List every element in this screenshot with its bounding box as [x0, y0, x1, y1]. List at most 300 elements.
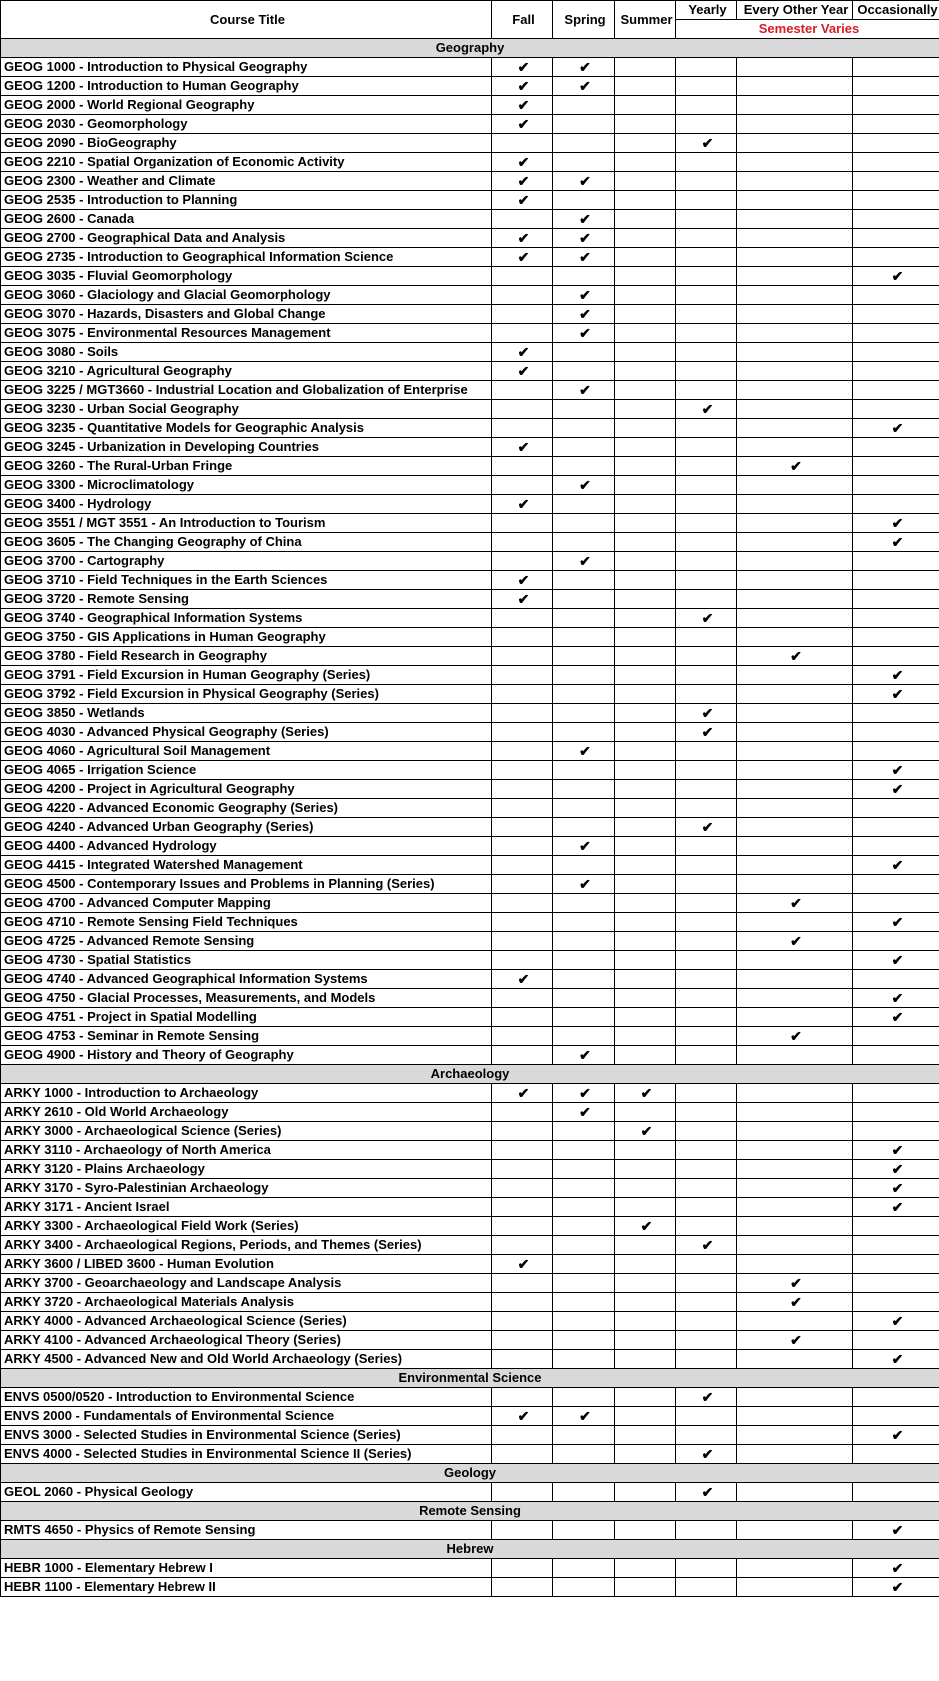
spring-cell — [553, 58, 615, 77]
course-title: GEOG 4415 - Integrated Watershed Management — [1, 856, 492, 875]
course-title: ARKY 3171 - Ancient Israel — [1, 1198, 492, 1217]
checkmark-icon: ✔ — [891, 914, 904, 930]
spring-cell — [553, 400, 615, 419]
course-title: ARKY 1000 - Introduction to Archaeology — [1, 1084, 492, 1103]
fall-cell — [492, 419, 553, 438]
yearly-cell — [676, 495, 737, 514]
section-header-row — [1, 1540, 939, 1559]
occasionally-cell — [853, 172, 939, 191]
summer-cell — [615, 1236, 676, 1255]
checkmark-icon: ✔ — [517, 439, 530, 455]
fall-cell — [492, 172, 553, 191]
table-row — [1, 1008, 939, 1027]
fall-cell — [492, 134, 553, 153]
course-title: ARKY 3110 - Archaeology of North America — [1, 1141, 492, 1160]
checkmark-icon: ✔ — [701, 1389, 714, 1405]
occasionally-cell — [853, 1236, 939, 1255]
table-row — [1, 704, 939, 723]
every-other-year-cell — [737, 1388, 853, 1407]
every-other-year-cell — [737, 381, 853, 400]
fall-cell — [492, 552, 553, 571]
every-other-year-cell — [737, 514, 853, 533]
course-title: GEOG 4710 - Remote Sensing Field Techniques — [1, 913, 492, 932]
checkmark-icon: ✔ — [579, 59, 591, 75]
yearly-cell — [676, 818, 737, 837]
checkmark-icon: ✔ — [579, 173, 591, 189]
occasionally-cell — [853, 932, 939, 951]
checkmark-icon: ✔ — [891, 1579, 904, 1595]
every-other-year-cell — [737, 153, 853, 172]
course-title: ENVS 0500/0520 - Introduction to Environmental Science — [1, 1388, 492, 1407]
fall-cell — [492, 1198, 553, 1217]
occasionally-cell — [853, 780, 939, 799]
table-row — [1, 780, 939, 799]
fall-cell — [492, 1578, 553, 1597]
occasionally-cell — [853, 1141, 939, 1160]
course-title: GEOG 2000 - World Regional Geography — [1, 96, 492, 115]
yearly-cell — [676, 1483, 737, 1502]
header-semester-varies: Semester Varies — [676, 20, 939, 39]
yearly-cell — [676, 77, 737, 96]
spring-cell — [553, 191, 615, 210]
every-other-year-cell — [737, 305, 853, 324]
every-other-year-cell — [737, 191, 853, 210]
summer-cell — [615, 875, 676, 894]
yearly-cell — [676, 1388, 737, 1407]
occasionally-cell — [853, 1084, 939, 1103]
yearly-cell — [676, 305, 737, 324]
summer-cell — [615, 647, 676, 666]
spring-cell — [553, 837, 615, 856]
yearly-cell — [676, 799, 737, 818]
summer-cell — [615, 1559, 676, 1578]
table-row — [1, 514, 939, 533]
summer-cell — [615, 134, 676, 153]
yearly-cell — [676, 1008, 737, 1027]
occasionally-cell — [853, 1255, 939, 1274]
checkmark-icon: ✔ — [579, 553, 591, 569]
every-other-year-cell — [737, 324, 853, 343]
occasionally-cell — [853, 1407, 939, 1426]
checkmark-icon: ✔ — [701, 819, 714, 835]
course-title: GEOG 3551 / MGT 3551 - An Introduction to Tourism — [1, 514, 492, 533]
spring-cell — [553, 1407, 615, 1426]
checkmark-icon: ✔ — [579, 1104, 591, 1120]
summer-cell — [615, 153, 676, 172]
table-row — [1, 552, 939, 571]
fall-cell — [492, 476, 553, 495]
spring-cell — [553, 1084, 615, 1103]
checkmark-icon: ✔ — [891, 857, 904, 873]
checkmark-icon: ✔ — [891, 1009, 904, 1025]
fall-cell — [492, 1179, 553, 1198]
table-row — [1, 894, 939, 913]
spring-cell — [553, 362, 615, 381]
every-other-year-cell — [737, 1293, 853, 1312]
occasionally-cell — [853, 894, 939, 913]
checkmark-icon: ✔ — [517, 230, 530, 246]
occasionally-cell — [853, 153, 939, 172]
occasionally-cell — [853, 647, 939, 666]
fall-cell — [492, 666, 553, 685]
table-row — [1, 96, 939, 115]
checkmark-icon: ✔ — [891, 534, 904, 550]
fall-cell — [492, 609, 553, 628]
checkmark-icon: ✔ — [701, 1237, 714, 1253]
course-title: GEOG 3225 / MGT3660 - Industrial Location and Globalization of Enterprise — [1, 381, 492, 400]
checkmark-icon: ✔ — [891, 420, 904, 436]
course-title: GEOG 3750 - GIS Applications in Human Geography — [1, 628, 492, 647]
checkmark-icon: ✔ — [517, 78, 530, 94]
yearly-cell — [676, 267, 737, 286]
fall-cell — [492, 590, 553, 609]
checkmark-icon: ✔ — [640, 1123, 653, 1139]
summer-cell — [615, 476, 676, 495]
occasionally-cell — [853, 704, 939, 723]
fall-cell — [492, 837, 553, 856]
spring-cell — [553, 1445, 615, 1464]
occasionally-cell — [853, 913, 939, 932]
fall-cell — [492, 1274, 553, 1293]
yearly-cell — [676, 1046, 737, 1065]
course-title: ARKY 4000 - Advanced Archaeological Science (Series) — [1, 1312, 492, 1331]
table-row — [1, 381, 939, 400]
checkmark-icon: ✔ — [891, 1313, 904, 1329]
yearly-cell — [676, 932, 737, 951]
summer-cell — [615, 172, 676, 191]
checkmark-icon: ✔ — [579, 382, 591, 398]
table-row — [1, 609, 939, 628]
table-row — [1, 115, 939, 134]
yearly-cell — [676, 590, 737, 609]
occasionally-cell — [853, 96, 939, 115]
course-title: GEOG 3245 - Urbanization in Developing Countries — [1, 438, 492, 457]
spring-cell — [553, 628, 615, 647]
occasionally-cell — [853, 457, 939, 476]
spring-cell — [553, 1160, 615, 1179]
checkmark-icon: ✔ — [891, 762, 904, 778]
checkmark-icon: ✔ — [579, 743, 591, 759]
every-other-year-cell — [737, 438, 853, 457]
spring-cell — [553, 172, 615, 191]
every-other-year-cell — [737, 1559, 853, 1578]
checkmark-icon: ✔ — [517, 59, 530, 75]
yearly-cell — [676, 913, 737, 932]
summer-cell — [615, 58, 676, 77]
spring-cell — [553, 1046, 615, 1065]
every-other-year-cell — [737, 609, 853, 628]
every-other-year-cell — [737, 628, 853, 647]
yearly-cell — [676, 476, 737, 495]
summer-cell — [615, 799, 676, 818]
header-spring: Spring — [553, 1, 615, 39]
table-row — [1, 457, 939, 476]
course-title: GEOG 2300 - Weather and Climate — [1, 172, 492, 191]
yearly-cell — [676, 647, 737, 666]
checkmark-icon: ✔ — [579, 838, 591, 854]
spring-cell — [553, 514, 615, 533]
yearly-cell — [676, 343, 737, 362]
every-other-year-cell — [737, 210, 853, 229]
spring-cell — [553, 1217, 615, 1236]
every-other-year-cell — [737, 362, 853, 381]
occasionally-cell — [853, 1426, 939, 1445]
summer-cell — [615, 1046, 676, 1065]
occasionally-cell — [853, 970, 939, 989]
occasionally-cell — [853, 305, 939, 324]
every-other-year-cell — [737, 704, 853, 723]
course-title: ARKY 3600 / LIBED 3600 - Human Evolution — [1, 1255, 492, 1274]
every-other-year-cell — [737, 400, 853, 419]
spring-cell — [553, 647, 615, 666]
fall-cell — [492, 628, 553, 647]
every-other-year-cell — [737, 134, 853, 153]
spring-cell — [553, 875, 615, 894]
table-row — [1, 1141, 939, 1160]
yearly-cell — [676, 666, 737, 685]
occasionally-cell — [853, 267, 939, 286]
table-row — [1, 267, 939, 286]
summer-cell — [615, 1179, 676, 1198]
fall-cell — [492, 1160, 553, 1179]
checkmark-icon: ✔ — [517, 971, 530, 987]
summer-cell — [615, 609, 676, 628]
yearly-cell — [676, 685, 737, 704]
every-other-year-cell — [737, 1103, 853, 1122]
summer-cell — [615, 191, 676, 210]
fall-cell — [492, 970, 553, 989]
yearly-cell — [676, 400, 737, 419]
spring-cell — [553, 856, 615, 875]
spring-cell — [553, 1027, 615, 1046]
checkmark-icon: ✔ — [701, 1446, 714, 1462]
fall-cell — [492, 799, 553, 818]
checkmark-icon: ✔ — [891, 1199, 904, 1215]
every-other-year-cell — [737, 1445, 853, 1464]
yearly-cell — [676, 381, 737, 400]
fall-cell — [492, 856, 553, 875]
fall-cell — [492, 1008, 553, 1027]
fall-cell — [492, 1426, 553, 1445]
every-other-year-cell — [737, 780, 853, 799]
yearly-cell — [676, 1179, 737, 1198]
course-title: GEOG 4753 - Seminar in Remote Sensing — [1, 1027, 492, 1046]
summer-cell — [615, 1426, 676, 1445]
table-row — [1, 932, 939, 951]
table-row — [1, 229, 939, 248]
course-title: ARKY 3300 - Archaeological Field Work (Series) — [1, 1217, 492, 1236]
fall-cell — [492, 1084, 553, 1103]
checkmark-icon: ✔ — [579, 325, 591, 341]
occasionally-cell — [853, 362, 939, 381]
course-title: GEOG 4240 - Advanced Urban Geography (Series) — [1, 818, 492, 837]
fall-cell — [492, 286, 553, 305]
yearly-cell — [676, 153, 737, 172]
checkmark-icon: ✔ — [891, 667, 904, 683]
spring-cell — [553, 419, 615, 438]
every-other-year-cell — [737, 77, 853, 96]
spring-cell — [553, 552, 615, 571]
every-other-year-cell — [737, 970, 853, 989]
table-row — [1, 1198, 939, 1217]
header-occasionally: Occasionally — [853, 1, 939, 20]
checkmark-icon: ✔ — [517, 496, 530, 512]
checkmark-icon: ✔ — [701, 135, 714, 151]
yearly-cell — [676, 951, 737, 970]
course-title: GEOG 4060 - Agricultural Soil Management — [1, 742, 492, 761]
table-row — [1, 647, 939, 666]
checkmark-icon: ✔ — [517, 1408, 530, 1424]
every-other-year-cell — [737, 666, 853, 685]
occasionally-cell — [853, 476, 939, 495]
every-other-year-cell — [737, 1407, 853, 1426]
checkmark-icon: ✔ — [891, 781, 904, 797]
table-row — [1, 248, 939, 267]
occasionally-cell — [853, 628, 939, 647]
occasionally-cell — [853, 1160, 939, 1179]
checkmark-icon: ✔ — [579, 230, 591, 246]
section-header-row — [1, 1065, 939, 1084]
checkmark-icon: ✔ — [790, 1332, 802, 1348]
every-other-year-cell — [737, 58, 853, 77]
yearly-cell — [676, 1521, 737, 1540]
yearly-cell — [676, 837, 737, 856]
yearly-cell — [676, 780, 737, 799]
occasionally-cell — [853, 742, 939, 761]
checkmark-icon: ✔ — [517, 1256, 530, 1272]
spring-cell — [553, 134, 615, 153]
fall-cell — [492, 1388, 553, 1407]
summer-cell — [615, 628, 676, 647]
every-other-year-cell — [737, 685, 853, 704]
fall-cell — [492, 571, 553, 590]
spring-cell — [553, 286, 615, 305]
spring-cell — [553, 77, 615, 96]
fall-cell — [492, 153, 553, 172]
fall-cell — [492, 1293, 553, 1312]
table-row — [1, 989, 939, 1008]
spring-cell — [553, 343, 615, 362]
checkmark-icon: ✔ — [790, 933, 802, 949]
fall-cell — [492, 704, 553, 723]
fall-cell — [492, 495, 553, 514]
table-row — [1, 1578, 939, 1597]
summer-cell — [615, 1350, 676, 1369]
occasionally-cell — [853, 1312, 939, 1331]
spring-cell — [553, 457, 615, 476]
every-other-year-cell — [737, 1046, 853, 1065]
course-title: GEOG 4740 - Advanced Geographical Information Systems — [1, 970, 492, 989]
summer-cell — [615, 780, 676, 799]
yearly-cell — [676, 1198, 737, 1217]
every-other-year-cell — [737, 172, 853, 191]
table-row — [1, 210, 939, 229]
yearly-cell — [676, 324, 737, 343]
every-other-year-cell — [737, 476, 853, 495]
yearly-cell — [676, 571, 737, 590]
every-other-year-cell — [737, 267, 853, 286]
table-row — [1, 1122, 939, 1141]
fall-cell — [492, 533, 553, 552]
table-row — [1, 286, 939, 305]
course-title: GEOG 2700 - Geographical Data and Analysis — [1, 229, 492, 248]
occasionally-cell — [853, 77, 939, 96]
spring-cell — [553, 533, 615, 552]
yearly-cell — [676, 1217, 737, 1236]
every-other-year-cell — [737, 286, 853, 305]
table-row — [1, 856, 939, 875]
yearly-cell — [676, 533, 737, 552]
table-row — [1, 628, 939, 647]
yearly-cell — [676, 134, 737, 153]
table-row — [1, 951, 939, 970]
yearly-cell — [676, 58, 737, 77]
occasionally-cell — [853, 58, 939, 77]
fall-cell — [492, 894, 553, 913]
section-name: Archaeology — [1, 1065, 939, 1084]
fall-cell — [492, 362, 553, 381]
spring-cell — [553, 685, 615, 704]
table-row — [1, 799, 939, 818]
summer-cell — [615, 970, 676, 989]
checkmark-icon: ✔ — [891, 1560, 904, 1576]
every-other-year-cell — [737, 495, 853, 514]
table-row — [1, 875, 939, 894]
checkmark-icon: ✔ — [891, 1142, 904, 1158]
checkmark-icon: ✔ — [517, 97, 530, 113]
course-title: GEOG 3740 - Geographical Information Systems — [1, 609, 492, 628]
yearly-cell — [676, 248, 737, 267]
table-row — [1, 1046, 939, 1065]
fall-cell — [492, 1141, 553, 1160]
fall-cell — [492, 1236, 553, 1255]
yearly-cell — [676, 552, 737, 571]
checkmark-icon: ✔ — [517, 363, 530, 379]
every-other-year-cell — [737, 875, 853, 894]
spring-cell — [553, 1141, 615, 1160]
fall-cell — [492, 191, 553, 210]
fall-cell — [492, 1312, 553, 1331]
yearly-cell — [676, 1160, 737, 1179]
yearly-cell — [676, 286, 737, 305]
spring-cell — [553, 1350, 615, 1369]
occasionally-cell — [853, 1046, 939, 1065]
summer-cell — [615, 1388, 676, 1407]
every-other-year-cell — [737, 818, 853, 837]
section-name: Remote Sensing — [1, 1502, 939, 1521]
fall-cell — [492, 1407, 553, 1426]
course-title: ARKY 3700 - Geoarchaeology and Landscape Analysis — [1, 1274, 492, 1293]
occasionally-cell — [853, 818, 939, 837]
spring-cell — [553, 115, 615, 134]
every-other-year-cell — [737, 913, 853, 932]
summer-cell — [615, 1274, 676, 1293]
spring-cell — [553, 210, 615, 229]
checkmark-icon: ✔ — [891, 515, 904, 531]
table-row — [1, 1179, 939, 1198]
yearly-cell — [676, 419, 737, 438]
occasionally-cell — [853, 229, 939, 248]
yearly-cell — [676, 1255, 737, 1274]
every-other-year-cell — [737, 989, 853, 1008]
occasionally-cell — [853, 837, 939, 856]
section-header-row — [1, 39, 939, 58]
table-row — [1, 1388, 939, 1407]
yearly-cell — [676, 514, 737, 533]
course-title: GEOG 3060 - Glaciology and Glacial Geomorphology — [1, 286, 492, 305]
course-title: GEOG 4500 - Contemporary Issues and Problems in Planning (Series) — [1, 875, 492, 894]
occasionally-cell — [853, 324, 939, 343]
